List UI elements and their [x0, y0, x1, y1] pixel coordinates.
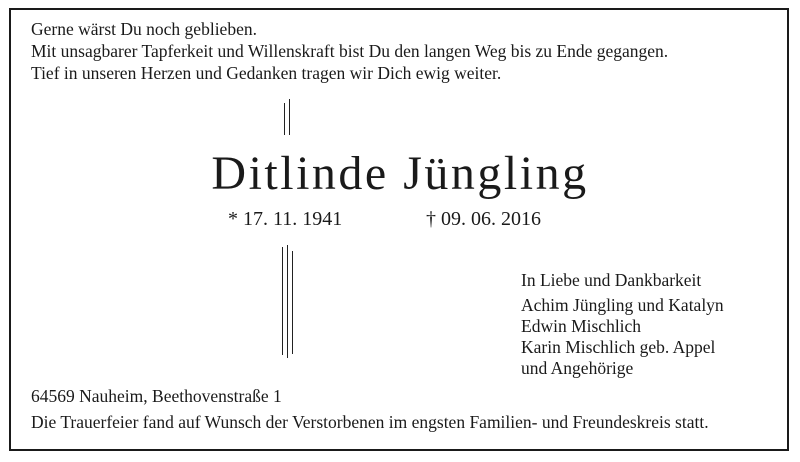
cross-line-lower-2: [287, 245, 288, 358]
mourners-intro: In Liebe und Dankbarkeit: [521, 270, 702, 290]
funeral-note: Die Trauerfeier fand auf Wunsch der Verstorbenen im engsten Familien- und Freundeskreis statt.: [31, 412, 709, 432]
mourner-name: Edwin Mischlich: [521, 316, 642, 336]
poem-line: Mit unsagbarer Tapferkeit und Willenskraft bist Du den langen Weg bis zu Ende gegangen.: [31, 41, 669, 61]
address: 64569 Nauheim, Beethovenstraße 1: [31, 386, 282, 406]
cross-line-lower-3: [292, 251, 293, 354]
mourner-name: Karin Mischlich geb. Appel: [521, 337, 716, 357]
poem-line: Tief in unseren Herzen und Gedanken tragen wir Dich ewig weiter.: [31, 63, 502, 83]
deceased-name: Ditlinde Jüngling: [211, 147, 589, 200]
birth-date: * 17. 11. 1941: [228, 208, 343, 230]
poem-line: Gerne wärst Du noch geblieben.: [31, 19, 257, 39]
cross-line-upper-right: [289, 99, 290, 135]
death-date: † 09. 06. 2016: [426, 208, 541, 230]
mourners-block: [521, 270, 724, 379]
cross-line-lower-1: [282, 247, 283, 355]
cross-line-upper-left: [284, 103, 285, 135]
mourner-name: Achim Jüngling und Katalyn: [521, 295, 724, 315]
mourner-name: und Angehörige: [521, 358, 634, 378]
poem: [31, 18, 668, 84]
